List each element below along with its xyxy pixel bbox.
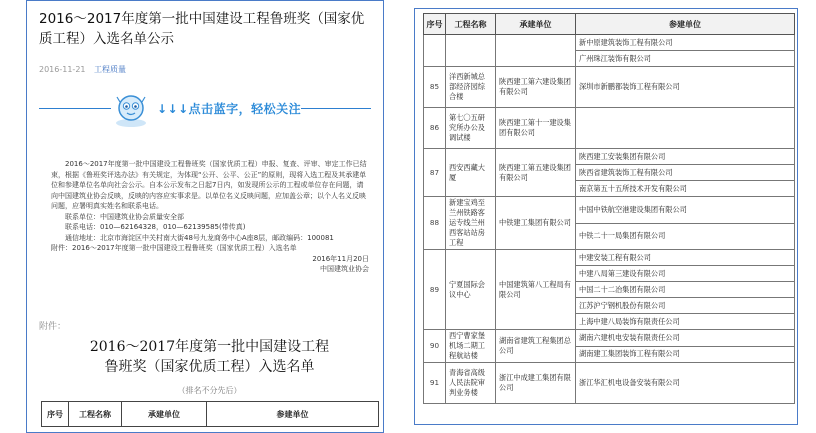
table-row <box>424 108 795 149</box>
cell-builder: 陕西建工第五建设集团有限公司 <box>496 149 576 197</box>
cell-builder <box>496 35 576 67</box>
table-row <box>424 250 795 266</box>
cell-no: 90 <box>424 330 446 363</box>
table-row <box>424 35 795 51</box>
cell-participant: 中建八局第三建设有限公司 <box>576 266 795 282</box>
sign-org: 中国建筑业协会 <box>320 265 369 273</box>
cell-participant: 上海中建八局装饰有限责任公司 <box>576 314 795 330</box>
table-row <box>424 363 795 404</box>
cell-participant: 湖南建工集团装饰工程有限公司 <box>576 346 795 363</box>
contact-address: 通信地址：北京市海淀区中关村南大街48号九龙商务中心A座8层，邮政编码：100081 <box>65 233 334 242</box>
cell-no: 91 <box>424 363 446 404</box>
header-builder: 承建单位 <box>122 402 207 427</box>
cell-participant: 江苏沪宁钢机股份有限公司 <box>576 298 795 314</box>
cell-no: 87 <box>424 149 446 197</box>
category-link[interactable]: 工程质量 <box>94 65 127 74</box>
cell-participant: 中铁二十一局集团有限公司 <box>576 223 795 250</box>
cell-builder: 湖南省建筑工程集团总公司 <box>496 330 576 363</box>
list-title-line2: 鲁班奖（国家优质工程）入选名单 <box>104 359 315 375</box>
banner-divider-right <box>301 108 371 109</box>
mascot-icon <box>113 92 149 128</box>
cell-project: 第七〇五研究所办公及调试楼 <box>446 108 496 149</box>
header-no: 序号 <box>424 14 446 35</box>
cell-participant: 浙江华汇机电设备安装有限公司 <box>576 363 795 404</box>
follow-banner[interactable] <box>39 86 374 136</box>
notice-body <box>51 159 369 275</box>
table-row <box>424 330 795 347</box>
table-body <box>424 35 795 404</box>
table-row <box>424 67 795 108</box>
list-note: （排名不分先后） <box>177 386 242 395</box>
sign-date: 2016年11月20日 <box>312 254 369 263</box>
cell-project: 西安西藏大厦 <box>446 149 496 197</box>
cell-participant: 南京第五十五所技术开发有限公司 <box>576 181 795 197</box>
cell-participant: 中国中铁航空港建设集团有限公司 <box>576 197 795 224</box>
cell-project: 洋西新城总部经济园综合楼 <box>446 67 496 108</box>
notice-intro: 2016～2017年度第一批中国建设工程鲁班奖（国家优质工程）申报、复查、评审、审定工作已结束，根据《鲁班奖评选办法》有关规定，为体现“公开、公平、公正”的原则，现将入选工程及其承建单位和参建单位名单向社会公示。自本公示发布之日起7日内，如发现所公示的工程或单位存在问题，请向中国建筑业协会反映，反映的内容应实事求是。以单位名义反映问题，应加盖公章；以个人名义反映问题，应署明真实姓名和联系电话。 <box>51 160 367 210</box>
cell-project: 新建宝鸡至兰州铁路客运专线兰州西客站站房工程 <box>446 197 496 250</box>
cell-participant: 陕西建工安装集团有限公司 <box>576 149 795 165</box>
cell-participant: 新中原建筑装饰工程有限公司 <box>576 35 795 51</box>
list-title <box>47 337 372 377</box>
cell-participant: 陕西省建筑装饰工程有限公司 <box>576 165 795 181</box>
table-row <box>424 149 795 165</box>
follow-text[interactable]: ↓↓↓点击蓝字，轻松关注 <box>157 102 302 116</box>
winners-table <box>423 13 795 404</box>
cell-no: 85 <box>424 67 446 108</box>
attachment-note: 附件：2016～2017年度第一批中国建设工程鲁班奖（国家优质工程）入选名单 <box>51 244 297 252</box>
cell-project <box>446 35 496 67</box>
cell-participant: 中国二十二冶集团有限公司 <box>576 282 795 298</box>
banner-divider-left <box>39 108 111 109</box>
list-table-header <box>41 401 379 427</box>
cell-project: 青海省高级人民法院审判业务楼 <box>446 363 496 404</box>
cell-builder: 中国建筑第八工程局有限公司 <box>496 250 576 330</box>
cell-participant: 中建安装工程有限公司 <box>576 250 795 266</box>
cell-builder: 浙江中成建工集团有限公司 <box>496 363 576 404</box>
contact-unit: 联系单位：中国建筑业协会质量安全部 <box>65 212 184 221</box>
article-title: 2016～2017年度第一批中国建设工程鲁班奖（国家优质工程）入选名单公示 <box>39 11 365 47</box>
winners-panel <box>414 8 798 425</box>
table-header-row <box>424 14 795 35</box>
header-participants: 参建单位 <box>576 14 795 35</box>
cell-builder: 陕西建工第十一建设集团有限公司 <box>496 108 576 149</box>
list-title-line1: 2016～2017年度第一批中国建设工程 <box>89 339 330 355</box>
cell-no: 89 <box>424 250 446 330</box>
cell-builder: 中铁建工集团有限公司 <box>496 197 576 250</box>
cell-participant: 深圳市新鹏都装饰工程有限公司 <box>576 67 795 108</box>
cell-participant: 湖南六建机电安装有限责任公司 <box>576 330 795 347</box>
cell-project: 宁夏国际会议中心 <box>446 250 496 330</box>
cell-participant <box>576 108 795 149</box>
header-project: 工程名称 <box>69 402 122 427</box>
header-builder: 承建单位 <box>496 14 576 35</box>
cell-no <box>424 35 446 67</box>
header-no: 序号 <box>42 402 69 427</box>
article-meta <box>39 64 126 75</box>
cell-participant: 广州珠江装饰有限公司 <box>576 51 795 67</box>
article-panel <box>26 0 384 433</box>
cell-no: 88 <box>424 197 446 250</box>
cell-project: 西宁曹家堡机场二期工程航站楼 <box>446 330 496 363</box>
article-date: 2016-11-21 <box>39 65 86 74</box>
cell-no: 86 <box>424 108 446 149</box>
header-project: 工程名称 <box>446 14 496 35</box>
table-row <box>424 197 795 224</box>
header-participants: 参建单位 <box>207 402 379 427</box>
cell-builder: 陕西建工第六建设集团有限公司 <box>496 67 576 108</box>
attachment-label: 附件： <box>39 322 67 332</box>
contact-phone: 联系电话：010—62164328，010—62139585(带传真) <box>65 223 246 231</box>
